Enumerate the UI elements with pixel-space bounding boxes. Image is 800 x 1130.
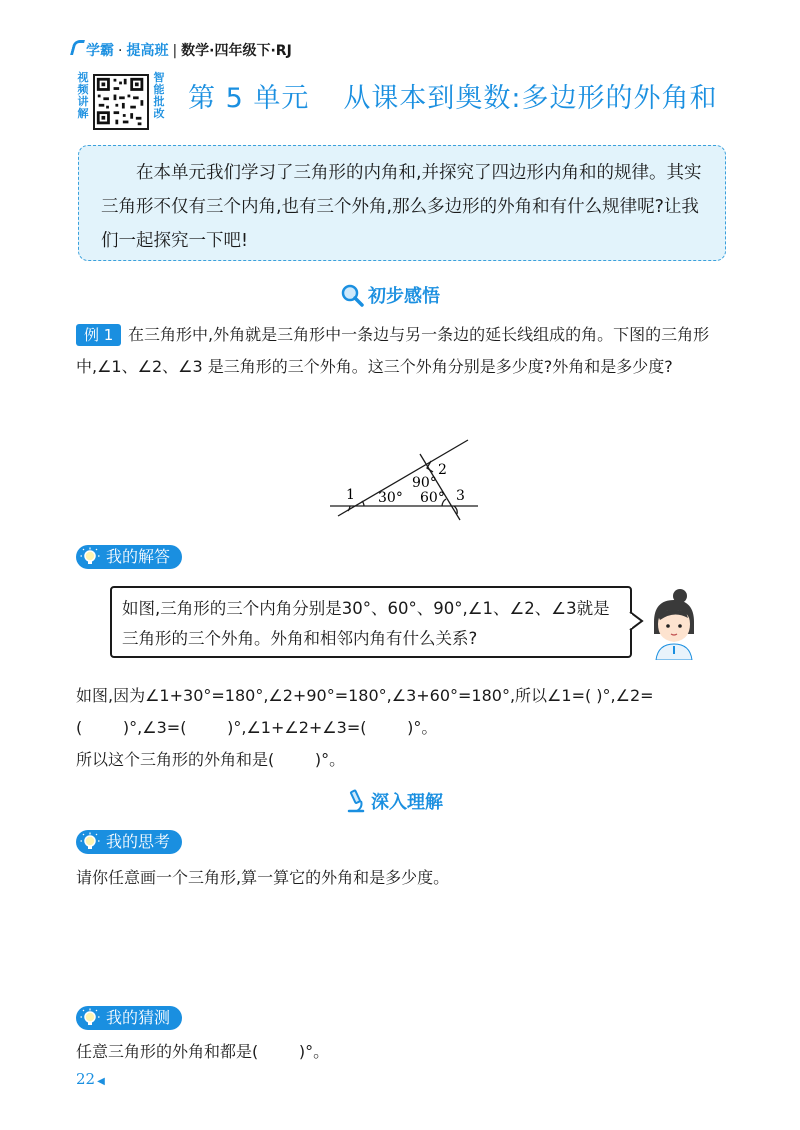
right-angle-mark: [427, 461, 433, 472]
inner-angle-60: 60°: [420, 490, 445, 506]
thinking-text: 请你任意画一个三角形,算一算它的外角和是多少度。: [76, 868, 450, 887]
qr-right-label: 智能批改: [153, 71, 165, 120]
angle-label-1: 1: [346, 487, 355, 503]
unit-title: [188, 76, 717, 115]
series-header: 学霸 · 提高班 | 数学·四年级下·RJ: [72, 40, 292, 60]
series-name: 提高班: [126, 43, 169, 59]
speech-bubble: 如图,三角形的三个内角分别是30°、60°、90°,∠1、∠2、∠3就是三角形的三个外角。外角和相邻内角有什么关系?: [110, 586, 632, 658]
answer-line-2: ( )°,∠3=( )°,∠1+∠2+∠3=( )°。: [76, 718, 438, 737]
angle-label-3: 3: [456, 488, 465, 504]
girl-avatar: [644, 588, 702, 660]
bubble-tail: [628, 612, 644, 632]
page-number: 22 ◀: [76, 1070, 105, 1088]
example-text: 在三角形中,外角就是三角形中一条边与另一条边的延长线组成的角。下图的三角形中,∠1、∠2、∠3 是三角形的三个外角。这三个外角分别是多少度?外角和是多少度?: [76, 325, 710, 376]
qr-block[interactable]: [76, 72, 168, 134]
unit-number: 第 5 单元: [188, 83, 310, 114]
answer-line-1: 如图,因为∠1+30°=180°,∠2+90°=180°,∠3+60°=180°,所以∠1=( )°,∠2=: [76, 686, 654, 705]
section-1-title: 初步感悟: [368, 286, 440, 307]
thinking-label: 我的思考: [76, 830, 182, 854]
qr-left-label: 视频讲解: [77, 71, 89, 120]
example-tag: 例 1: [76, 324, 121, 346]
inner-angle-90: 90°: [412, 475, 437, 491]
brand-logo-icon: [70, 40, 85, 55]
answer-label: 我的解答: [76, 545, 182, 569]
inner-angle-30: 30°: [378, 490, 403, 506]
arc-30: [362, 501, 364, 506]
microscope-icon: [345, 789, 367, 813]
lightbulb-icon: [80, 832, 100, 852]
brand-name: 学霸: [86, 43, 114, 59]
section-heading-2: [345, 788, 443, 814]
subject-label: 数学·四年级下·RJ: [181, 43, 292, 59]
magnifier-icon: [340, 283, 364, 307]
intro-box: 在本单元我们学习了三角形的内角和,并探究了四边形内角和的规律。其实三角形不仅有三个内角,也有三个外角,那么多边形的外角和有什么规律呢?让我们一起探究一下吧!: [78, 145, 726, 261]
guess-text: 任意三角形的外角和都是( )°。: [76, 1042, 330, 1061]
qr-code-icon[interactable]: [93, 74, 149, 130]
section-heading-1: [340, 282, 440, 308]
triangle-figure: [320, 432, 490, 524]
answer-line-3: 所以这个三角形的外角和是( )°。: [76, 750, 346, 769]
lightbulb-icon: [80, 1008, 100, 1028]
left-side-line: [338, 440, 468, 516]
guess-label: 我的猜测: [76, 1006, 182, 1030]
angle-label-2: 2: [438, 462, 447, 478]
unit-topic: 从课本到奥数:多边形的外角和: [343, 83, 718, 114]
lightbulb-icon: [80, 547, 100, 567]
section-2-title: 深入理解: [371, 792, 443, 813]
